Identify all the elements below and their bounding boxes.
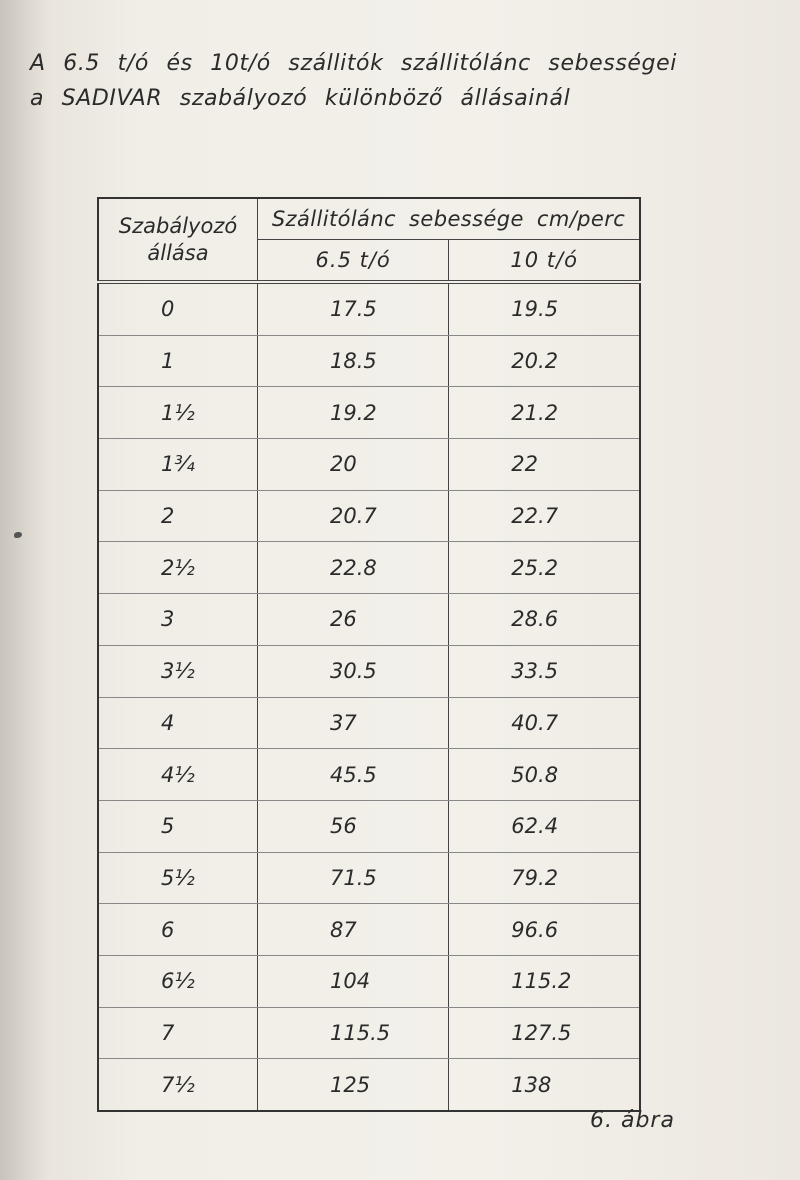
- speed-6-5t-cell: 30.5: [258, 645, 449, 697]
- speed-10t-cell: 19.5: [449, 282, 640, 335]
- speed-table: [97, 197, 641, 1112]
- setting-cell: 4½: [98, 749, 258, 801]
- table-row: [98, 800, 640, 852]
- speed-6-5t-cell: 20: [258, 439, 449, 491]
- speed-10t-cell: 21.2: [449, 387, 640, 439]
- speed-6-5t-cell: 37: [258, 697, 449, 749]
- table-row: [98, 439, 640, 491]
- table-row: [98, 1007, 640, 1059]
- speed-10t-cell: 115.2: [449, 955, 640, 1007]
- setting-cell: 6½: [98, 955, 258, 1007]
- speed-header: Szállitólánc sebessége cm/perc: [258, 198, 640, 240]
- speed-6-5t-cell: 125: [258, 1059, 449, 1111]
- setting-cell: 5: [98, 800, 258, 852]
- speed-6-5t-cell: 104: [258, 955, 449, 1007]
- setting-cell: 1¾: [98, 439, 258, 491]
- speed-6-5t-cell: 71.5: [258, 852, 449, 904]
- table-row: [98, 645, 640, 697]
- setting-header-line-2: állása: [147, 240, 209, 265]
- setting-cell: 7½: [98, 1059, 258, 1111]
- setting-cell: 3½: [98, 645, 258, 697]
- speed-6-5t-cell: 19.2: [258, 387, 449, 439]
- title-line-1: A 6.5 t/ó és 10t/ó szállitók szállitólánc sebességei: [30, 51, 677, 76]
- table-row: [98, 749, 640, 801]
- setting-header: [98, 198, 258, 282]
- speed-10t-cell: 22.7: [449, 490, 640, 542]
- speed-6-5t-cell: 115.5: [258, 1007, 449, 1059]
- setting-cell: 1½: [98, 387, 258, 439]
- speed-6-5t-cell: 17.5: [258, 282, 449, 335]
- speed-10t-cell: 22: [449, 439, 640, 491]
- page-title: [30, 46, 677, 116]
- ink-speck: [14, 532, 22, 538]
- table-row: [98, 335, 640, 387]
- speed-6-5t-cell: 18.5: [258, 335, 449, 387]
- speed-6-5t-cell: 45.5: [258, 749, 449, 801]
- table-body: [98, 282, 640, 1111]
- speed-6-5t-cell: 56: [258, 800, 449, 852]
- table-row: [98, 697, 640, 749]
- table-row: [98, 1059, 640, 1111]
- speed-10t-cell: 28.6: [449, 594, 640, 646]
- setting-cell: 7: [98, 1007, 258, 1059]
- table-row: [98, 904, 640, 956]
- setting-cell: 0: [98, 282, 258, 335]
- setting-cell: 5½: [98, 852, 258, 904]
- col-header-6-5t: 6.5 t/ó: [258, 240, 449, 283]
- speed-6-5t-cell: 22.8: [258, 542, 449, 594]
- speed-10t-cell: 138: [449, 1059, 640, 1111]
- setting-cell: 6: [98, 904, 258, 956]
- setting-cell: 2½: [98, 542, 258, 594]
- table-row: [98, 387, 640, 439]
- setting-cell: 2: [98, 490, 258, 542]
- table-row: [98, 282, 640, 335]
- speed-10t-cell: 62.4: [449, 800, 640, 852]
- setting-cell: 3: [98, 594, 258, 646]
- speed-6-5t-cell: 20.7: [258, 490, 449, 542]
- col-header-10t: 10 t/ó: [449, 240, 640, 283]
- setting-cell: 4: [98, 697, 258, 749]
- speed-10t-cell: 33.5: [449, 645, 640, 697]
- speed-10t-cell: 40.7: [449, 697, 640, 749]
- table-row: [98, 955, 640, 1007]
- table-row: [98, 490, 640, 542]
- speed-10t-cell: 25.2: [449, 542, 640, 594]
- speed-6-5t-cell: 87: [258, 904, 449, 956]
- table-row: [98, 542, 640, 594]
- figure-label: 6. ábra: [590, 1108, 675, 1133]
- speed-6-5t-cell: 26: [258, 594, 449, 646]
- speed-10t-cell: 20.2: [449, 335, 640, 387]
- table-row: [98, 852, 640, 904]
- speed-10t-cell: 96.6: [449, 904, 640, 956]
- speed-10t-cell: 127.5: [449, 1007, 640, 1059]
- table-row: [98, 594, 640, 646]
- title-line-2: a SADIVAR szabályozó különböző állásainál: [30, 86, 571, 111]
- speed-10t-cell: 50.8: [449, 749, 640, 801]
- setting-cell: 1: [98, 335, 258, 387]
- speed-10t-cell: 79.2: [449, 852, 640, 904]
- setting-header-line-1: Szabályozó: [118, 213, 238, 238]
